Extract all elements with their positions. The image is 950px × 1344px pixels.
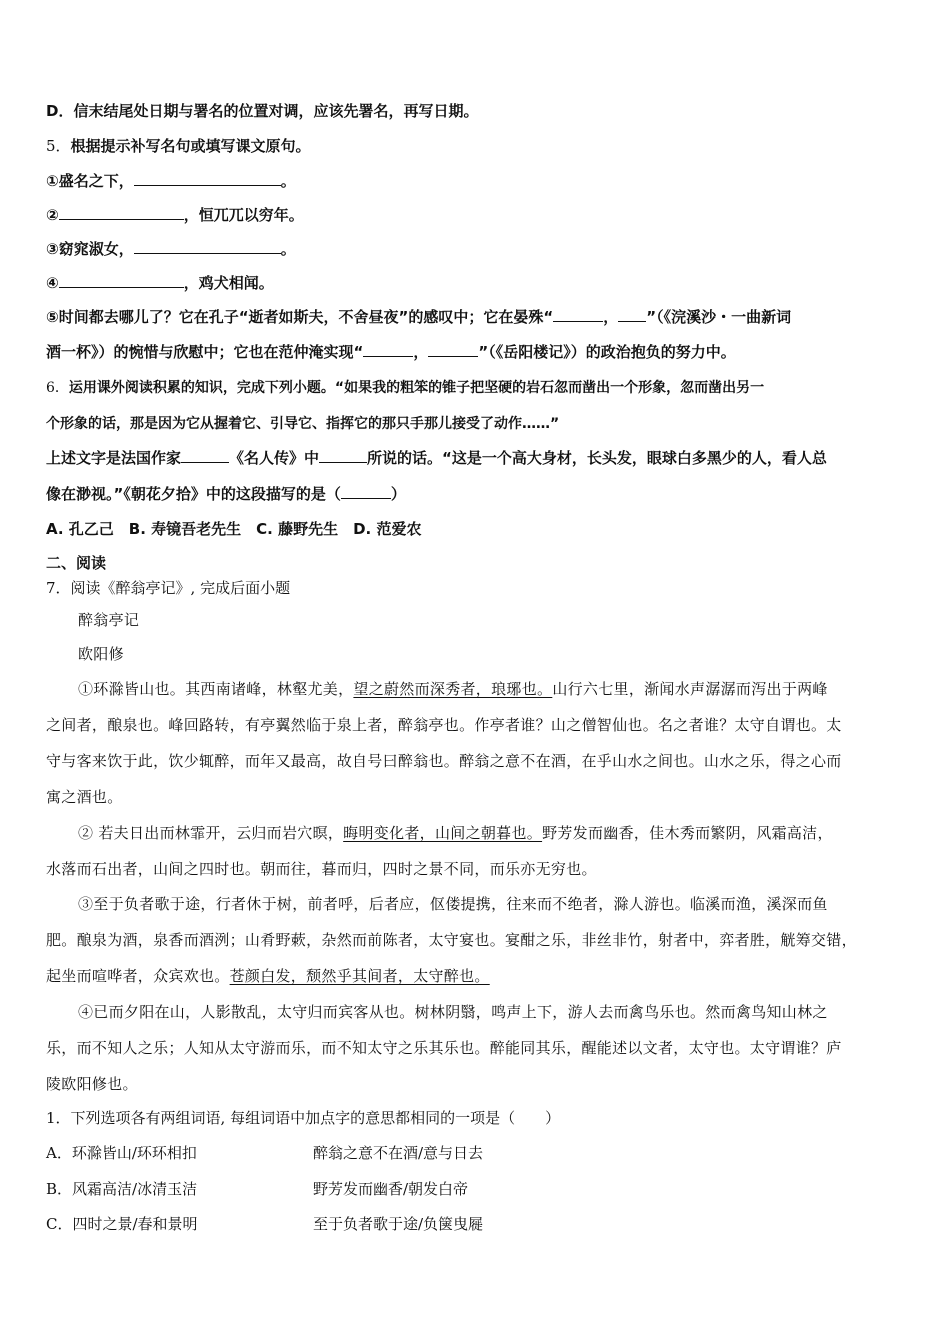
q5-item-5-text-a: ⑤时间都去哪儿了？它在孔子“逝者如斯夫，不舍昼夜”的感叹中；它在晏殊“ [46, 308, 554, 326]
answer-blank[interactable] [553, 307, 603, 322]
passage-p2-line-2: 水落而石出者，山间之四时也。朝而往，暮而归，四时之景不同，而乐亦无穷也。 [46, 860, 597, 878]
q5-item-5-comma: ， [603, 308, 619, 326]
q5-number: 5． [46, 137, 71, 155]
option-a-right: 醉翁之意不在酒/意与日去 [313, 1144, 484, 1162]
passage-p4-line-3: 陵欧阳修也。 [46, 1075, 138, 1093]
q6-line-4-text-a: 像在渺视。”《朝花夕拾》中的这段描写的是（ [46, 485, 341, 503]
answer-blank[interactable] [319, 448, 367, 463]
q6-stem-text: 运用课外阅读积累的知识，完成下列小题。“如果我的粗笨的锥子把坚硬的岩石忽而凿出一个形象，忽而凿出另一 [68, 380, 765, 396]
q6-line-3-text-c: 所说的话。“这是一个高大身材，长头发，眼球白多黑少的人，看人总 [367, 449, 827, 467]
q5-item-5-line-2 [46, 342, 736, 362]
q5-item-5-text-d: 酒一杯》）的惋惜与欣慰中；它也在范仲淹实现“ [46, 343, 364, 361]
q6-line-3-text-a: 上述文字是法国作家 [46, 449, 182, 467]
option-c-left: C．四时之景/春和景明 [46, 1215, 198, 1233]
passage-p2-line-1 [78, 823, 833, 843]
text-run: ①环滁皆山也。其西南诸峰，林壑尤美， [78, 680, 354, 698]
underlined-sentence: 望之蔚然而深秀者，琅琊也。 [353, 680, 553, 698]
answer-blank[interactable] [618, 307, 646, 322]
q7-sub1-option-a [46, 1143, 906, 1163]
passage-p3-line-2: 肥。酿泉为酒，泉香而酒洌；山肴野蔌，杂然而前陈者，太守宴也。宴酣之乐，非丝非竹，射者中，弈者胜，觥筹交错， [46, 931, 857, 949]
answer-blank[interactable] [59, 273, 184, 288]
passage-p1-line-4: 寓之酒也。 [46, 788, 123, 806]
passage-p3-line-3 [46, 966, 490, 986]
passage-p1-line-1 [78, 679, 828, 699]
answer-blank[interactable] [341, 484, 391, 499]
q7-sub1-option-b [46, 1179, 906, 1199]
passage-p4-line-1: ④已而夕阳在山，人影散乱，太守归而宾客从也。树林阴翳，鸣声上下，游人去而禽鸟乐也。然而禽鸟知山林之 [78, 1003, 828, 1021]
q6-line-3-text-b: 《名人传》中 [229, 449, 320, 467]
q5-item-5-comma-2: ， [413, 343, 429, 361]
passage-p1-line-2: 之间者，酿泉也。峰回路转，有亭翼然临于泉上者，醉翁亭也。作亭者谁？山之僧智仙也。名之者谁？太守自谓也。太 [46, 716, 842, 734]
q5-item-3-suffix: 。 [280, 240, 296, 258]
answer-blank[interactable] [59, 205, 184, 220]
q5-item-2-suffix: ，恒兀兀以穷年。 [183, 206, 304, 224]
q6-line-3 [46, 448, 827, 468]
text-run: 山行六七里，渐闻水声潺潺而泻出于两峰 [552, 680, 828, 698]
option-b-right: 野芳发而幽香/朝发白帝 [313, 1180, 469, 1198]
q5-item-3-prefix: ③窈窕淑女， [46, 240, 134, 258]
underlined-sentence: 晦明变化者，山间之朝暮也。 [343, 824, 543, 842]
q4-option-d: D．信末结尾处日期与署名的位置对调，应该先署名，再写日期。 [46, 102, 479, 120]
q6-line-4-text-b: ） [390, 485, 406, 503]
answer-blank[interactable] [181, 448, 229, 463]
passage-p3-line-1: ③至于负者歌于途，行者休于树，前者呼，后者应，伛偻提携，往来而不绝者，滁人游也。临溪而渔，溪深而鱼 [78, 895, 828, 913]
q5-stem [46, 136, 311, 156]
q5-item-2 [46, 205, 304, 225]
q5-item-5-line-1 [46, 307, 791, 327]
q5-item-1-prefix: ①盛名之下， [46, 172, 134, 190]
q5-stem-text: 根据提示补写名句或填写课文原句。 [70, 137, 311, 155]
q7-sub1-stem: 1．下列选项各有两组词语, 每组词语中加点字的意思都相同的一项是（ ） [46, 1109, 561, 1127]
q5-item-1 [46, 171, 296, 191]
section-heading: 二、阅读 [46, 554, 107, 572]
q5-item-3 [46, 239, 296, 259]
q5-item-2-prefix: ② [46, 206, 59, 224]
passage-title: 醉翁亭记 [78, 611, 140, 629]
option-c-right: 至于负者歌于途/负箧曳屣 [313, 1215, 484, 1233]
q7-sub1-option-c [46, 1214, 906, 1234]
q7-stem: 7．阅读《醉翁亭记》, 完成后面小题 [46, 579, 291, 597]
underlined-sentence: 苍颜白发，颓然乎其间者，太守醉也。 [229, 967, 490, 985]
answer-blank[interactable] [134, 171, 281, 186]
option-a-left: A．环滁皆山/环环相扣 [46, 1144, 197, 1162]
text-run: 野芳发而幽香，佳木秀而繁阴，风霜高洁， [542, 824, 833, 842]
passage-author: 欧阳修 [78, 645, 124, 663]
passage-p4-line-2: 乐，而不知人之乐；人知从太守游而乐，而不知太守之乐其乐也。醉能同其乐，醒能述以文者，太守也。太守谓谁？庐 [46, 1039, 842, 1057]
q6-line-2: 个形象的话，那是因为它从握着它、引导它、指挥它的那只手那儿接受了动作……” [46, 416, 560, 432]
answer-blank[interactable] [428, 342, 478, 357]
q5-item-4 [46, 273, 274, 293]
q5-item-1-suffix: 。 [280, 172, 296, 190]
q5-item-5-text-f: ”（《岳阳楼记》）的政治抱负的努力中。 [478, 343, 736, 361]
q6-number: 6． [46, 380, 69, 396]
answer-blank[interactable] [134, 239, 281, 254]
option-b-left: B．风霜高洁/冰清玉洁 [46, 1180, 198, 1198]
passage-p1-line-3: 守与客来饮于此，饮少辄醉，而年又最高，故自号曰醉翁也。醉翁之意不在酒，在乎山水之间也。山水之乐，得之心而 [46, 752, 842, 770]
q6-line-4 [46, 484, 406, 504]
q5-item-4-prefix: ④ [46, 274, 59, 292]
q5-item-4-suffix: ，鸡犬相闻。 [183, 274, 274, 292]
q6-options: A. 孔乙己 B. 寿镜吾老先生 C. 藤野先生 D. 范爱农 [46, 520, 422, 538]
text-run: 起坐而喧哗者，众宾欢也。 [46, 967, 230, 985]
text-run: ② 若夫日出而林霏开，云归而岩穴暝， [78, 824, 344, 842]
q5-item-5-text-c: ”（《浣溪沙・一曲新词 [646, 308, 792, 326]
answer-blank[interactable] [363, 342, 413, 357]
q6-line-1 [46, 378, 764, 398]
